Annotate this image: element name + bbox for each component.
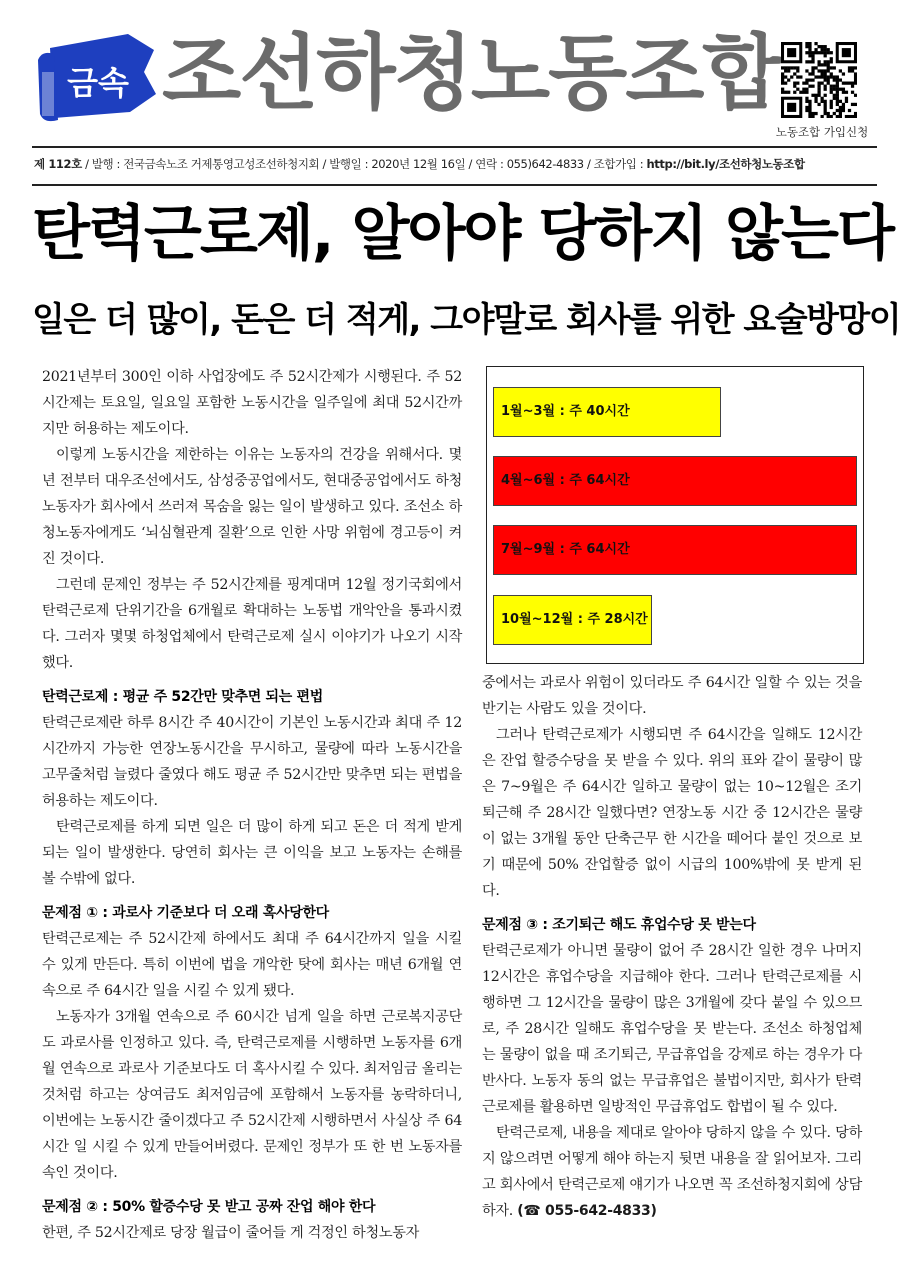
headline: 탄력근로제, 알아야 당하지 않는다 — [32, 199, 893, 269]
chart-bar — [493, 525, 857, 575]
qr-caption: 노동조합 가입신청 — [775, 125, 869, 139]
membership-link[interactable]: http://bit.ly/조선하청노동조합 — [646, 157, 805, 171]
paragraph: 탄력근로제가 아니면 물량이 없어 주 28시간 일한 경우 나머지 12시간은 휴업수당을 지급해야 한다. 그러나 탄력근로제를 시행하면 그 12시간을 물량이 많은 3개월에 갖다 붙일 수 있으므로, 주 28시간 일해도 휴업수당을 못 받는다. 조선소 하청업체는 물량이 없을 때 조기퇴근, 무급휴업을 강제로 하는 경우가 다반사다. 노동자 동의 없는 무급휴업은 불법이지만, 회사가 탄력근로제를 활용하면 일방적인 무급휴업도 합법이 될 수 있다. — [482, 943, 862, 1115]
top-divider — [32, 146, 877, 148]
issue-divider — [32, 184, 877, 186]
issue-number: 제 112호 — [34, 157, 82, 171]
paragraph — [482, 1120, 862, 1224]
union-name: 조선하청노동조합 — [162, 26, 780, 121]
chart-bar — [493, 595, 652, 645]
closing-text: 탄력근로제, 내용을 제대로 알아야 당하지 않을 수 있다. 당하지 않으려면 어떻게 해야 하는지 뒷면 내용을 잘 읽어보자. 그리고 회사에서 탄력근로제 얘기가 나오면 꼭 조선하청지회에 상담하자. — [482, 1125, 862, 1219]
work-hours-chart — [486, 366, 864, 664]
paragraph: 중에서는 과로사 위험이 있더라도 주 64시간 일할 수 있는 것을 반기는 사람도 있을 것이다. — [482, 675, 862, 717]
logo-text: 금속 — [67, 64, 129, 102]
chart-bar-label: 4월~6월 : 주 64시간 — [501, 473, 630, 488]
paragraph: 한편, 주 52시간제로 당장 월급이 줄어들 게 걱정인 하청노동자 — [42, 1225, 420, 1241]
chart-bar — [493, 456, 857, 506]
paragraph: 그런데 문제인 정부는 주 52시간제를 핑계대며 12월 정기국회에서 탄력근로제 단위기간을 6개월로 확대하는 노동법 개악안을 통과시켰다. 그러자 몇몇 하청업체에서 탄력근로제 실시 이야기가 나오기 시작했다. — [42, 577, 462, 671]
chart-bar-label: 7월~9월 : 주 64시간 — [501, 542, 630, 557]
left-column — [42, 364, 462, 1246]
chart-bar — [493, 387, 721, 437]
subheadline: 일은 더 많이, 돈은 더 적게, 그야말로 회사를 위한 요술방망이 — [32, 300, 901, 340]
section-heading: 문제점 ① : 과로사 기준보다 더 오래 혹사당한다 — [42, 905, 329, 921]
chart-bar-label: 10월~12월 : 주 28시간 — [501, 612, 648, 627]
issue-publisher-info: / 발행 : 전국금속노조 거제통영고성조선하청지회 / 발행일 : 2020년 12월 16일 / 연락 : 055)642-4833 / 조합가입 : — [81, 157, 647, 171]
chart-bar-label: 1월~3월 : 주 40시간 — [501, 404, 630, 419]
section-heading: 문제점 ② : 50% 할증수당 못 받고 공짜 잔업 해야 한다 — [42, 1199, 376, 1215]
section-heading: 문제점 ③ : 조기퇴근 해도 휴업수당 못 받는다 — [482, 917, 756, 933]
paragraph: 탄력근로제를 하게 되면 일은 더 많이 하게 되고 돈은 더 적게 받게 되는 일이 발생한다. 당연히 회사는 큰 이익을 보고 노동자는 손해를 볼 수밖에 없다. — [42, 819, 462, 887]
paragraph: 탄력근로제는 주 52시간제 하에서도 최대 주 64시간까지 일을 시킬 수 있게 만든다. 특히 이번에 법을 개악한 탓에 회사는 매년 6개월 연속으로 주 64시간 일을 시킬 수 있게 됐다. — [42, 931, 462, 999]
paragraph: 이렇게 노동시간을 제한하는 이유는 노동자의 건강을 위해서다. 몇 년 전부터 대우조선에서도, 삼성중공업에서도, 현대중공업에서도 하청노동자가 회사에서 쓰러져 목숨을 잃는 일이 발생하고 있다. 조선소 하청노동자에게도 ‘뇌심혈관계 질환’으로 인한 사망 위험에 경고등이 켜진 것이다. — [42, 447, 462, 567]
qr-code[interactable] — [781, 42, 857, 118]
union-logo — [32, 20, 160, 132]
right-column — [482, 670, 862, 1224]
paragraph: 그러나 탄력근로제가 시행되면 주 64시간을 일해도 12시간은 잔업 할증수당을 못 받을 수 있다. 위의 표와 같이 물량이 많은 7~9월은 주 64시간 일하고 물량이 없는 10~12월은 조기 퇴근해 주 28시간 일했다면? 연장노동 시간 중 12시간은 물량이 없는 3개월 동안 단축근무 한 시간을 떼어다 붙인 것으로 보기 때문에 50% 잔업할증 없이 시급의 100%밖에 못 받게 된다. — [482, 727, 862, 899]
paragraph: 노동자가 3개월 연속으로 주 60시간 넘게 일을 하면 근로복지공단도 과로사를 인정하고 있다. 즉, 탄력근로제를 시행하면 노동자를 6개월 연속으로 과로사 기준보다도 더 혹사시킬 수 있다. 최저임금 올리는 것처럼 하고는 상여금도 최저임금에 포함해서 노동자를 농락하더니, 이번에는 노동시간 줄이겠다고 주 52시간제 시행하면서 사실상 주 64시간 일 시킬 수 있게 만들어버렸다. 문제인 정부가 또 한 번 노동자를 속인 것이다. — [42, 1009, 462, 1181]
section-heading: 탄력근로제 : 평균 주 52간만 맞추면 되는 편법 — [42, 689, 324, 705]
paragraph: 2021년부터 300인 이하 사업장에도 주 52시간제가 시행된다. 주 52시간제는 토요일, 일요일 포함한 노동시간을 일주일에 최대 52시간까지만 허용하는 제도이다. — [42, 369, 462, 437]
issue-info — [34, 156, 884, 172]
phone-number[interactable]: (☎ 055-642-4833) — [517, 1203, 657, 1219]
paragraph: 탄력근로제란 하루 8시간 주 40시간이 기본인 노동시간과 최대 주 12시간까지 가능한 연장노동시간을 무시하고, 물량에 따라 노동시간을 고무줄처럼 늘렸다 줄였다 해도 평균 주 52시간만 맞추면 되는 편법을 허용하는 제도이다. — [42, 715, 462, 809]
